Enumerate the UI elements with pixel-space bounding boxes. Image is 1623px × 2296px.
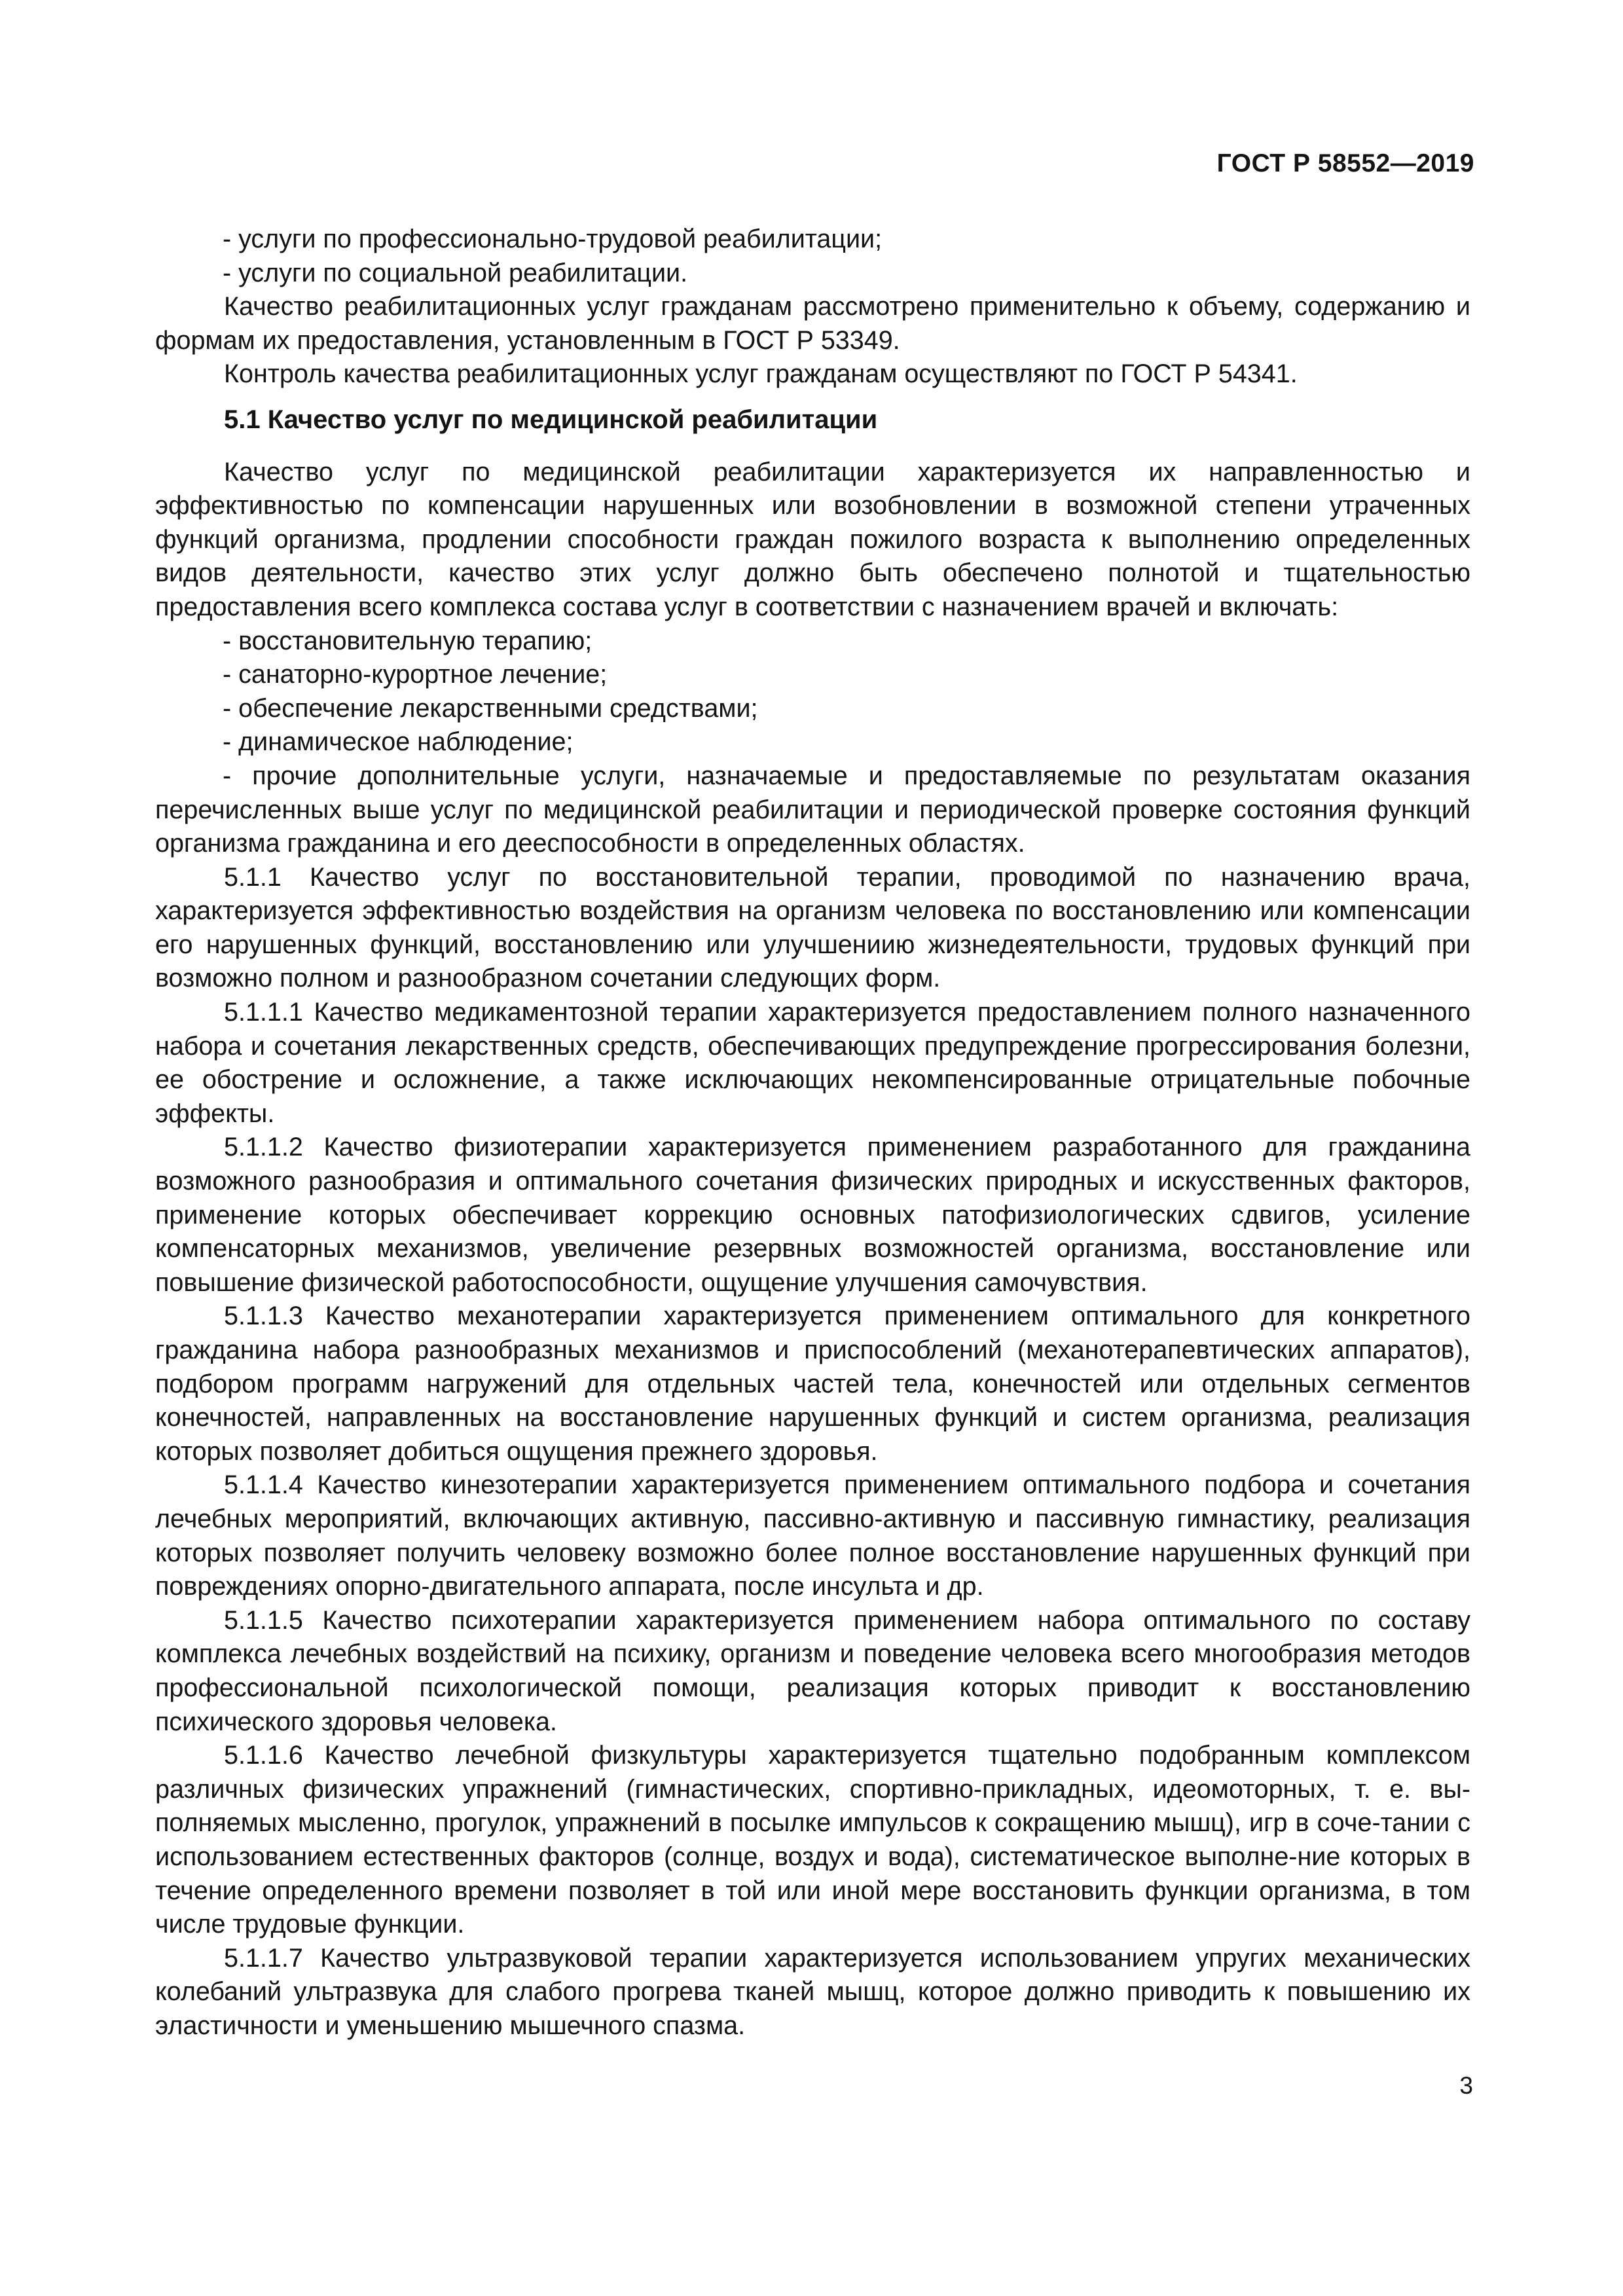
list-item: - санаторно-курортное лечение;: [223, 660, 608, 689]
clause-5-1-1-5: 5.1.1.5 Качество психотерапии характеризуется применением набора оптимального по составу комплекса лечебных воздействий на психику, организм и поведение человека всего многообразия методов профессиональной психологической помощи, реализация которых приводит к восстановлению психического здоровья человека.: [155, 1605, 1470, 1736]
clause-5-1-1-7: 5.1.1.7 Качество ультразвуковой терапии характеризуется использованием упругих механических колебаний ультразвука для слабого прогрева тканей мышц, которое должно приводить к повышению их эластичности и уменьшению мышечного спазма.: [155, 1943, 1470, 2040]
clause-5-1-1: 5.1.1 Качество услуг по восстановительной терапии, проводимой по назначению врача, характеризуется эффективностью воздействия на организм человека по восстановлению или компенсации его нарушенных функций, восстановлению или улучшениию жизнедеятельности, трудовых функций при возможно полном и разнообразном сочетании следующих форм.: [155, 862, 1470, 993]
clause-5-1-1-4: 5.1.1.4 Качество кинезотерапии характеризуется применением оптимального подбора и сочетания лечебных мероприятий, включающих активную, пассивно-активную и пассивную гимнастику, реализация которых позволяет получить человеку возможно более полное восстановление нарушенных функций при повреждениях опорно-двигательного аппарата, после инсульта и др.: [155, 1470, 1470, 1601]
paragraph: Контроль качества реабилитационных услуг гражданам осуществляют по ГОСТ Р 54341.: [224, 359, 1298, 389]
paragraph: Качество реабилитационных услуг гражданам рассмотрено применительно к объему, содержанию и формам их предоставления, установленным в ГОСТ Р 53349.: [155, 292, 1470, 355]
list-item: - обеспечение лекарственными средствами;: [223, 693, 758, 723]
clause-5-1-1-3: 5.1.1.3 Качество механотерапии характеризуется применением оптимального для конкретного гражданина набора разнообразных механизмов и приспособлений (механотерапевтических аппаратов), подбором программ нагружений для отдельных частей тела, конечностей или отдельных сегментов конечностей, направленных на восстановление нарушенных функций и систем организма, реализация которых позволяет добиться ощущения прежнего здоровья.: [155, 1302, 1470, 1466]
list-item: - восстановительную терапию;: [223, 626, 593, 655]
list-item: - услуги по профессионально-трудовой реабилитации;: [223, 225, 883, 253]
page-number: 3: [1459, 2072, 1473, 2099]
clause-5-1-1-6: 5.1.1.6 Качество лечебной физкультуры характеризуется тщательно подобранным комплексом различных физических упражнений (гимнастических, спортивно-прикладных, идеомоторных, т. е. вы-полняемых мысленно, прогулок, упражнений в посылке импульсов к сокращению мышц), игр в соче-тании с использованием естественных факторов (солнце, воздух и вода), систематическое выполне-ние которых в течение определенного времени позволяет в той или иной мере восстановить функции организма, в том числе трудовые функции.: [155, 1741, 1470, 1939]
list-item: - динамическое наблюдение;: [223, 727, 574, 757]
standard-designation: ГОСТ Р 58552—2019: [1216, 149, 1474, 177]
section-lead-paragraph: Качество услуг по медицинской реабилитации характеризуется их направленностью и эффективностью по компенсации нарушенных или возобновлении в возможной степени утраченных функций организма, продлении способности граждан пожилого возраста к выполнению определенных видов деятельности, качество этих услуг должно быть обеспечено полнотой и тщательностью предоставления всего комплекса состава услуг в соответствии с назначением врачей и включать:: [155, 457, 1470, 621]
section-heading: 5.1 Качество услуг по медицинской реабилитации: [224, 405, 878, 434]
page-body: [155, 223, 1470, 2043]
list-item: - услуги по социальной реабилитации.: [223, 258, 688, 287]
clause-5-1-1-1: 5.1.1.1 Качество медикаментозной терапии характеризуется предоставлением полного назначенного набора и сочетания лекарственных средств, обеспечивающих предупреждение прогрессирования болезни, ее обострение и осложнение, а также исключающих некомпенсированные отрицательные побочные эффекты.: [155, 998, 1470, 1128]
list-item: - прочие дополнительные услуги, назначаемые и предоставляемые по результатам оказания перечисленных выше услуг по медицинской реабилитации и периодической проверке состояния функций организма гражданина и его дееспособности в определенных областях.: [155, 761, 1470, 858]
clause-5-1-1-2: 5.1.1.2 Качество физиотерапии характеризуется применением разработанного для гражданина возможного разнообразия и оптимального сочетания физических природных и искусственных факторов, применение которых обеспечивает коррекцию основных патофизиологических сдвигов, усиление компенсаторных механизмов, увеличение резервных возможностей организма, восстановление или повышение физической работоспособности, ощущение улучшения самочувствия.: [155, 1133, 1470, 1297]
